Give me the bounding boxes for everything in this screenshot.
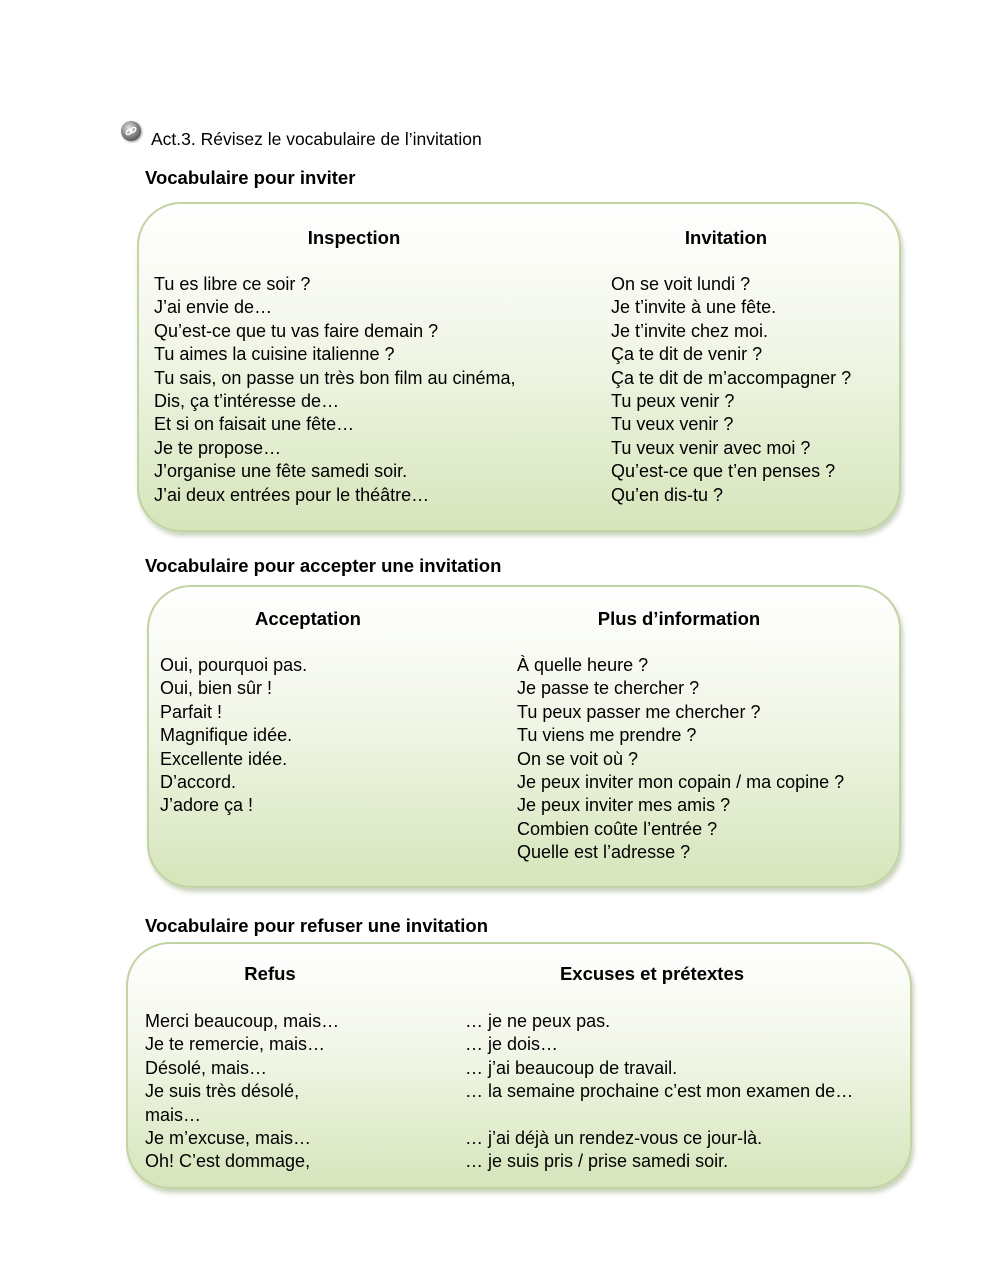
column-header-inspection: Inspection (307, 227, 401, 248)
list-item: Dis, ça t’intéresse de… (154, 391, 340, 412)
list-item: Je t’invite à une fête. (611, 297, 777, 318)
activity-title: Act.3. Révisez le vocabulaire de l’invitation (151, 129, 482, 149)
list-item: J’ai deux entrées pour le théâtre… (154, 484, 430, 505)
list-item: Je t’invite chez moi. (611, 320, 769, 341)
list-item: Tu viens me prendre ? (517, 725, 697, 746)
list-item: Et si on faisait une fête… (154, 414, 355, 435)
list-item: À quelle heure ? (517, 655, 649, 675)
section-heading-inviter: Vocabulaire pour inviter (145, 167, 356, 188)
column-refus-list (145, 1010, 339, 1174)
column-header-invitation: Invitation (684, 227, 768, 248)
list-item: Qu’en dis-tu ? (611, 484, 724, 505)
list-item: … je ne peux pas. (465, 1011, 611, 1031)
section-heading-refuser: Vocabulaire pour refuser une invitation (145, 915, 488, 936)
list-item: … je dois… (465, 1034, 559, 1055)
list-item: Oh! C’est dommage, (145, 1151, 311, 1172)
list-item: … j’ai déjà un rendez-vous ce jour-là. (465, 1128, 763, 1149)
list-item: Oui, bien sûr ! (160, 678, 273, 699)
column-plus-information-list (517, 654, 844, 865)
column-inspection-list (154, 273, 516, 507)
list-item: Tu veux venir avec moi ? (611, 437, 811, 458)
list-item: Tu sais, on passe un très bon film au cinéma, (154, 367, 516, 388)
column-acceptation-list (160, 654, 307, 818)
list-item: On se voit où ? (517, 748, 639, 769)
list-item: J’ai envie de… (154, 297, 273, 318)
section-heading-accepter: Vocabulaire pour accepter une invitation (145, 555, 502, 576)
list-item: Tu aimes la cuisine italienne ? (154, 344, 395, 365)
list-item: Ça te dit de m’accompagner ? (611, 367, 852, 388)
link-icon (121, 121, 141, 141)
column-excuses-list (465, 1010, 853, 1174)
list-item: Je te remercie, mais… (145, 1034, 326, 1055)
list-item: Ça te dit de venir ? (611, 344, 763, 365)
list-item (465, 1104, 853, 1127)
list-item: Tu peux passer me chercher ? (517, 701, 761, 722)
list-item: Je peux inviter mon copain / ma copine ? (517, 772, 845, 793)
list-item: Je suis très désolé, (145, 1081, 300, 1102)
list-item: J’adore ça ! (160, 795, 254, 816)
list-item: Merci beaucoup, mais… (145, 1011, 340, 1031)
list-item: J’organise une fête samedi soir. (154, 461, 408, 482)
column-header-acceptation: Acceptation (255, 608, 361, 629)
list-item: Excellente idée. (160, 748, 288, 769)
list-item: mais… (145, 1104, 202, 1125)
list-item: Je m’excuse, mais… (145, 1128, 312, 1149)
list-item: Combien coûte l’entrée ? (517, 818, 718, 839)
list-item: Je peux inviter mes amis ? (517, 795, 731, 816)
column-header-refus: Refus (244, 963, 296, 984)
column-header-plus-information: Plus d’information (597, 608, 761, 629)
column-invitation-list (611, 273, 851, 507)
list-item: Je te propose… (154, 437, 282, 458)
list-item: Qu’est-ce que tu vas faire demain ? (154, 320, 439, 341)
list-item: Désolé, mais… (145, 1057, 268, 1078)
column-header-excuses: Excuses et prétextes (559, 963, 745, 984)
list-item: … j’ai beaucoup de travail. (465, 1057, 678, 1078)
list-item: Oui, pourquoi pas. (160, 655, 308, 675)
list-item: Tu es libre ce soir ? (154, 274, 311, 294)
list-item: … la semaine prochaine c’est mon examen de… (465, 1081, 854, 1102)
list-item: Quelle est l’adresse ? (517, 842, 691, 863)
list-item: Qu’est-ce que t’en penses ? (611, 461, 836, 482)
list-item: Tu peux venir ? (611, 391, 735, 412)
list-item: Je passe te chercher ? (517, 678, 700, 699)
list-item: D’accord. (160, 772, 237, 793)
list-item: Parfait ! (160, 701, 223, 722)
list-item: Magnifique idée. (160, 725, 293, 746)
list-item: Tu veux venir ? (611, 414, 734, 435)
list-item: … je suis pris / prise samedi soir. (465, 1151, 729, 1172)
list-item: On se voit lundi ? (611, 274, 751, 294)
